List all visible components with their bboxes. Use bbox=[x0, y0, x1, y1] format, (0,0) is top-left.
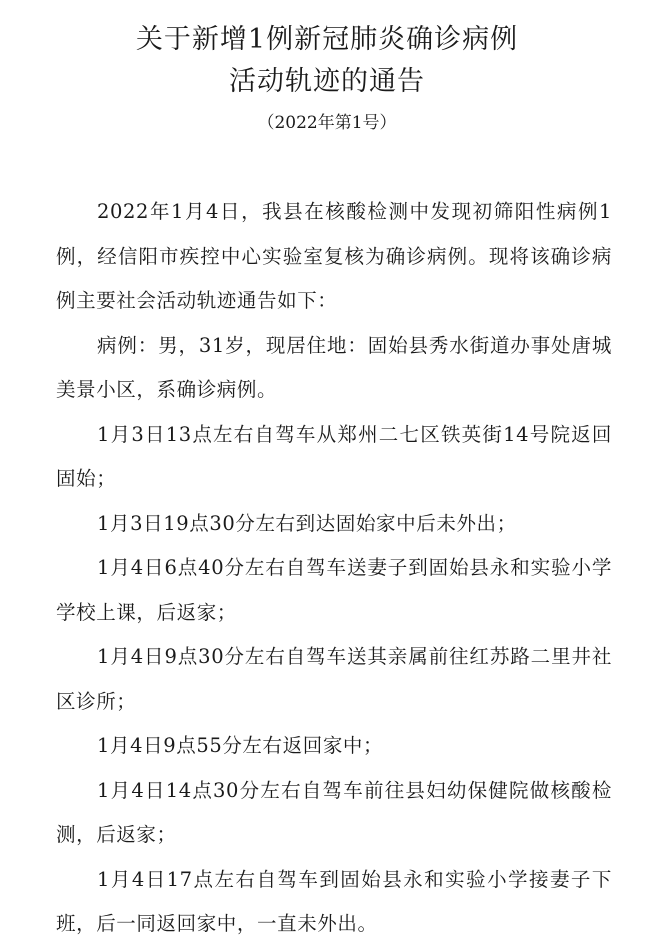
document-title-line-2: 活动轨迹的通告 bbox=[229, 66, 425, 97]
paragraph-trajectory: 1月4日9点55分左右返回家中； bbox=[97, 734, 384, 757]
document-body bbox=[56, 190, 612, 947]
paragraph-trajectory: 1月4日17点左右自驾车到固始县永和实验小学接妻子下班，后一同返回家中，一直未外出。 bbox=[56, 867, 612, 935]
paragraph-case-info: 病例：男，31岁，现居住地：固始县秀水街道办事处唐城美景小区，系确诊病例。 bbox=[56, 333, 612, 401]
paragraph-trajectory: 1月3日19点30分左右到达固始家中后未外出； bbox=[97, 511, 517, 535]
paragraph-trajectory: 1月4日9点30分左右自驾车送其亲属前往红苏路二里井社区诊所； bbox=[56, 645, 612, 713]
paragraph-trajectory: 1月4日14点30分左右自驾车前往县妇幼保健院做核酸检测，后返家； bbox=[56, 778, 612, 846]
paragraph-trajectory: 1月3日13点左右自驾车从郑州二七区铁英街14号院返回固始； bbox=[56, 422, 612, 490]
document-title-line-1: 关于新增1例新冠肺炎确诊病例 bbox=[135, 24, 519, 55]
document-number: （2022年第1号） bbox=[257, 113, 397, 133]
paragraph-intro: 2022年1月4日，我县在核酸检测中发现初筛阳性病例1例，经信阳市疾控中心实验室复核为确诊病例。现将该确诊病例主要社会活动轨迹通告如下： bbox=[56, 200, 612, 312]
paragraph-trajectory: 1月4日6点40分左右自驾车送妻子到固始县永和实验小学学校上课，后返家； bbox=[56, 556, 612, 624]
